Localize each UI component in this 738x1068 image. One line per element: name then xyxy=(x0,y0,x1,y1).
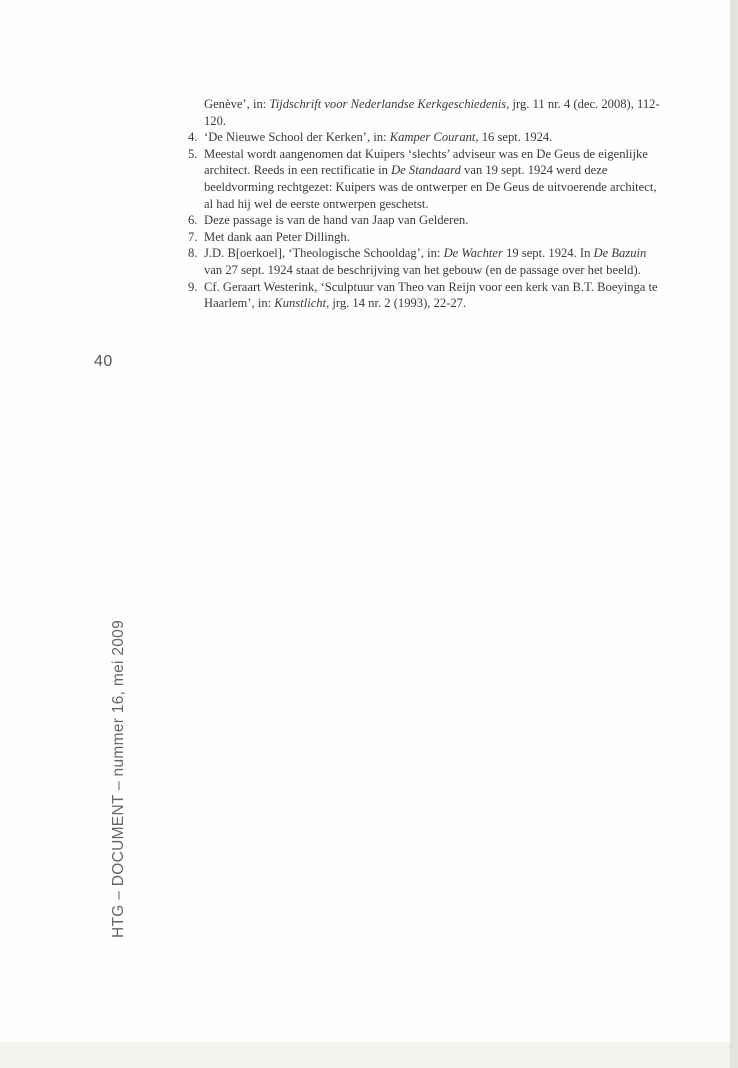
note-text: van 27 sept. 1924 staat de beschrijving van het gebouw (en de passage over het beeld). xyxy=(204,262,641,277)
note-number: 8. xyxy=(188,246,198,261)
note-text: ‘De Nieuwe School der Kerken’, in: xyxy=(204,130,390,145)
note-number: 5. xyxy=(188,146,198,161)
newspaper-title: Kamper Courant xyxy=(389,130,476,145)
journal-title: Tijdschrift voor Nederlandse Kerkgeschiedenis xyxy=(269,97,507,111)
newspaper-title: De Wachter xyxy=(443,246,503,261)
journal-title: Kunstlicht xyxy=(274,296,327,311)
note-text: 19 sept. 1924. In xyxy=(502,246,594,261)
note-text: Cf. Geraart Westerink, ‘Sculptuur van Theo van Reijn voor een kerk van B.T. Boeyinga te Haarlem’, in: xyxy=(204,279,658,311)
endnote-9 xyxy=(166,279,662,312)
note-text: , 16 sept. 1924. xyxy=(475,130,553,145)
note-text: Meestal wordt aangenomen dat Kuipers ‘slechts’ adviseur was en De Geus de eigenlijke architect. Reeds in een rectificatie in xyxy=(204,146,648,178)
note-text: Deze passage is van de hand van Jaap van Gelderen. xyxy=(204,213,469,228)
note-text: , jrg. 11 nr. 4 (dec. 2008), 112-120. xyxy=(204,97,660,128)
endnotes xyxy=(166,96,662,312)
endnote-5 xyxy=(166,146,662,212)
endnote-8 xyxy=(166,245,662,278)
note-number: 7. xyxy=(188,229,198,244)
endnote-7 xyxy=(166,229,662,246)
note-text: , jrg. 14 nr. 2 (1993), 22-27. xyxy=(326,296,467,311)
note-text: van 19 sept. 1924 werd deze beeldvorming rechtgezet: Kuipers was de ontwerper en De Geus de uitvoerende architect, al had hij wel de eerste ontwerpen geschetst. xyxy=(204,163,657,211)
note-text: J.D. B[oerkoel], ‘Theologische Schooldag’, in: xyxy=(204,246,444,261)
newspaper-title: De Bazuin xyxy=(593,246,647,261)
running-footer: HTG – DOCUMENT – nummer 16, mei 2009 xyxy=(110,619,127,938)
endnote-3-continuation xyxy=(166,96,662,129)
note-number: 6. xyxy=(188,213,198,228)
endnote-6 xyxy=(166,212,662,229)
note-text: Genève’, in: xyxy=(204,97,270,111)
note-number: 9. xyxy=(188,279,198,294)
note-number: 4. xyxy=(188,130,198,145)
page-number: 40 xyxy=(94,353,113,370)
endnote-4 xyxy=(166,129,662,146)
newspaper-title: De Standaard xyxy=(391,163,461,178)
page-edge xyxy=(730,0,738,1068)
note-text: Met dank aan Peter Dillingh. xyxy=(204,229,350,244)
